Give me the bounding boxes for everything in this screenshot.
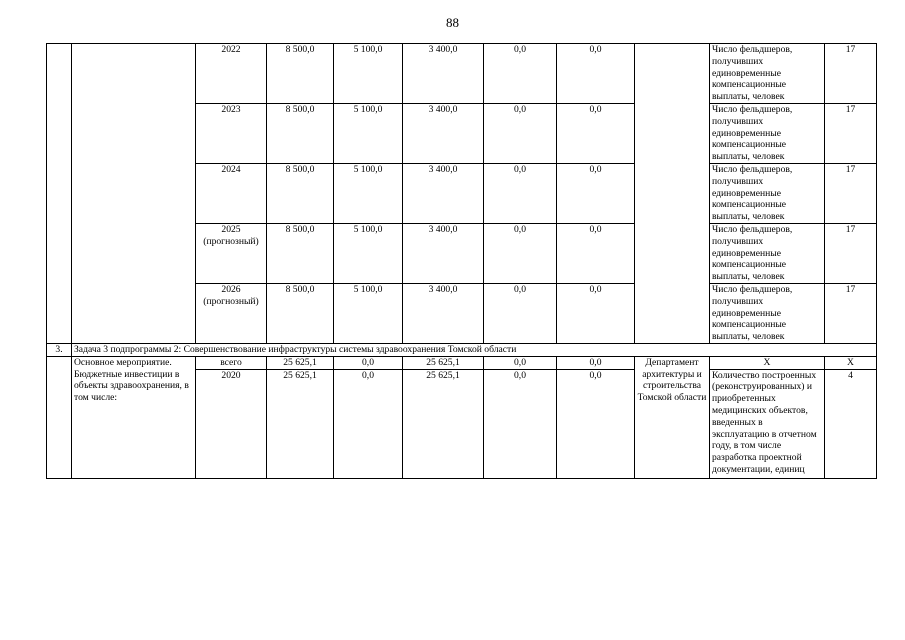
extra-budget-cell: 0,0 [557, 44, 635, 104]
year-cell: 2024 [196, 163, 267, 223]
indicator-value-cell: 17 [825, 44, 877, 104]
number-cell [47, 356, 72, 478]
table-row [47, 44, 877, 104]
executor-cell [635, 44, 710, 344]
local-cell: 0,0 [484, 223, 557, 283]
total-cell: 25 625,1 [267, 369, 334, 478]
federal-cell: 5 100,0 [334, 163, 403, 223]
regional-cell: 3 400,0 [403, 44, 484, 104]
indicator-value-cell: X [825, 356, 877, 369]
federal-cell: 0,0 [334, 369, 403, 478]
table-row [47, 356, 877, 369]
regional-cell: 3 400,0 [403, 103, 484, 163]
indicator-value-cell: 17 [825, 283, 877, 343]
local-cell: 0,0 [484, 283, 557, 343]
regional-cell: 3 400,0 [403, 283, 484, 343]
extra-budget-cell: 0,0 [557, 356, 635, 369]
federal-cell: 5 100,0 [334, 103, 403, 163]
year-cell: 2020 [196, 369, 267, 478]
indicator-value-cell: 17 [825, 103, 877, 163]
program-table [46, 43, 877, 479]
year-cell: 2023 [196, 103, 267, 163]
indicator-cell: Число фельдшеров, получивших единовременные компенсационные выплаты, человек [710, 223, 825, 283]
indicator-value-cell: 17 [825, 223, 877, 283]
federal-cell: 5 100,0 [334, 223, 403, 283]
federal-cell: 5 100,0 [334, 283, 403, 343]
indicator-value-cell: 4 [825, 369, 877, 478]
indicator-cell: Число фельдшеров, получивших единовременные компенсационные выплаты, человек [710, 283, 825, 343]
indicator-cell: Количество построенных (реконструированных) и приобретенных медицинских объектов, введенных в эксплуатацию в отчетном году, в том числе разработка проектной документации, единиц [710, 369, 825, 478]
extra-budget-cell: 0,0 [557, 223, 635, 283]
measure-name-cell: Основное мероприятие. Бюджетные инвестиции в объекты здравоохранения, в том числе: [72, 356, 196, 478]
local-cell: 0,0 [484, 163, 557, 223]
total-cell: 8 500,0 [267, 44, 334, 104]
total-cell: 8 500,0 [267, 283, 334, 343]
task-row [47, 343, 877, 356]
local-cell: 0,0 [484, 369, 557, 478]
indicator-cell: X [710, 356, 825, 369]
indicator-value-cell: 17 [825, 163, 877, 223]
regional-cell: 3 400,0 [403, 223, 484, 283]
executor-cell: Департамент архитектуры и строительства Томской области [635, 356, 710, 478]
federal-cell: 5 100,0 [334, 44, 403, 104]
local-cell: 0,0 [484, 103, 557, 163]
total-cell: 8 500,0 [267, 103, 334, 163]
regional-cell: 3 400,0 [403, 163, 484, 223]
measure-name-cell [72, 44, 196, 344]
indicator-cell: Число фельдшеров, получивших единовременные компенсационные выплаты, человек [710, 163, 825, 223]
local-cell: 0,0 [484, 44, 557, 104]
indicator-cell: Число фельдшеров, получивших единовременные компенсационные выплаты, человек [710, 44, 825, 104]
extra-budget-cell: 0,0 [557, 283, 635, 343]
extra-budget-cell: 0,0 [557, 163, 635, 223]
total-cell: 8 500,0 [267, 223, 334, 283]
total-cell: 8 500,0 [267, 163, 334, 223]
task-title: Задача 3 подпрограммы 2: Совершенствование инфраструктуры системы здравоохранения Томской области [72, 343, 877, 356]
local-cell: 0,0 [484, 356, 557, 369]
year-cell: 2025 (прогнозный) [196, 223, 267, 283]
number-cell [47, 44, 72, 344]
year-cell: всего [196, 356, 267, 369]
extra-budget-cell: 0,0 [557, 369, 635, 478]
regional-cell: 25 625,1 [403, 356, 484, 369]
federal-cell: 0,0 [334, 356, 403, 369]
extra-budget-cell: 0,0 [557, 103, 635, 163]
year-cell: 2026 (прогнозный) [196, 283, 267, 343]
total-cell: 25 625,1 [267, 356, 334, 369]
indicator-cell: Число фельдшеров, получивших единовременные компенсационные выплаты, человек [710, 103, 825, 163]
regional-cell: 25 625,1 [403, 369, 484, 478]
page-number: 88 [446, 15, 459, 30]
year-cell: 2022 [196, 44, 267, 104]
task-number: 3. [47, 343, 72, 356]
